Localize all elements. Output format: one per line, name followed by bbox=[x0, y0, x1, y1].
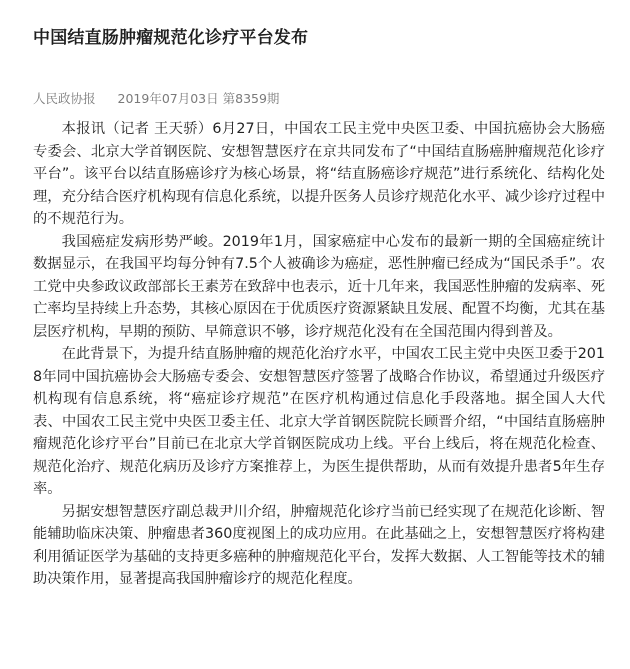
article-meta bbox=[33, 90, 604, 108]
article-title: 中国结直肠肿瘤规范化诊疗平台发布 bbox=[33, 28, 309, 48]
article-paragraph-3: 在此背景下，为提升结直肠肿瘤的规范化治疗水平，中国农工民主党中央医卫委于2018年同中国抗癌协会大肠癌专委会、安想智慧医疗签署了战略合作协议，希望通过升级医疗机构现有信息系统，将“癌症诊疗规范”在医疗机构通过信息化手段落地。据全国人大代表、中国农工民主党中央医卫委主任、北京大学首钢医院院长顾晋介绍，“中国结直肠癌肿瘤规范化诊疗平台”目前已在北京大学首钢医院成功上线。平台上线后，将在规范化检查、规范化治疗、规范化病历及诊疗方案推荐上，为医生提供帮助，从而有效提升患者5年生存率。 bbox=[33, 346, 605, 497]
article-body bbox=[33, 118, 605, 591]
article-paragraph-1: 本报讯（记者 王天骄）6月27日，中国农工民主党中央医卫委、中国抗癌协会大肠癌专委会、北京大学首钢医院、安想智慧医疗在京共同发布了“中国结直肠癌肿瘤规范化诊疗平台”。该平台以结直肠癌诊疗为核心场景，将“结直肠癌诊疗规范”进行系统化、结构化处理，充分结合医疗机构现有信息化系统，以提升医务人员诊疗规范化水平、减少诊疗过程中的不规范行为。 bbox=[33, 121, 605, 227]
article-source: 人民政协报 bbox=[33, 91, 96, 106]
article-paragraph-4: 另据安想智慧医疗副总裁尹川介绍，肿瘤规范化诊疗当前已经实现了在规范化诊断、智能辅助临床决策、肿瘤患者360度视图上的成功应用。在此基础之上，安想智慧医疗将构建利用循证医学为基础的支持更多癌种的肿瘤规范化平台，发挥大数据、人工智能等技术的辅助决策作用，显著提高我国肿瘤诊疗的规范化程度。 bbox=[33, 503, 605, 587]
article-date-issue: 2019年07月03日 第8359期 bbox=[117, 91, 280, 106]
article-paragraph-2: 我国癌症发病形势严峻。2019年1月，国家癌症中心发布的最新一期的全国癌症统计数据显示，在我国平均每分钟有7.5个人被确诊为癌症，恶性肿瘤已经成为“国民杀手”。农工党中央参政议政部部长王素芳在致辞中也表示，近十几年来，我国恶性肿瘤的发病率、死亡率均呈持续上升态势，其核心原因在于优质医疗资源紧缺且发展、配置不均衡，尤其在基层医疗机构，早期的预防、早筛意识不够，诊疗规范化没有在全国范围内得到普及。 bbox=[33, 233, 605, 340]
